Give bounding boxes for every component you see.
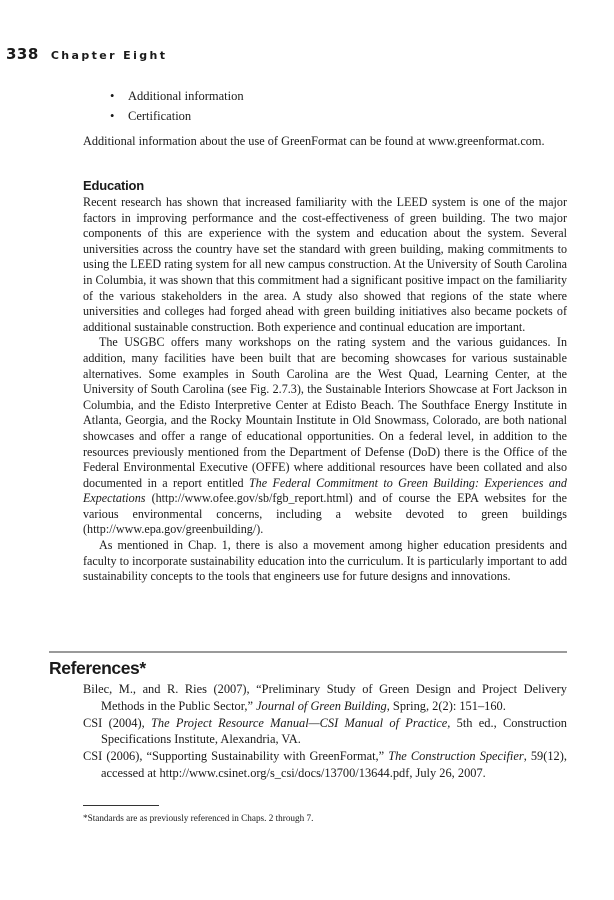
education-body <box>83 195 567 585</box>
footnote: *Standards are as previously referenced in Chaps. 2 through 7. <box>83 813 314 823</box>
reference-item: CSI (2006), “Supporting Sustainability with GreenFormat,” The Construction Specifier, 59(12), accessed at http://www.csinet.org/s_csi/docs/13700/13644.pdf, July 26, 2007. <box>83 749 567 780</box>
education-paragraph-3: As mentioned in Chap. 1, there is also a movement among higher education presidents and faculty to incorporate sustainability education into the curriculum. It is particularly important to add sustainability concepts to the tools that engineers use for future designs and innovations. <box>83 538 567 584</box>
references-heading: References* <box>49 658 146 678</box>
education-paragraph-1: Recent research has shown that increased familiarity with the LEED system is one of the major factors in improving performance and the cost-effectiveness of green building. The two major components of this are experience with the system and education about the system. Several universities across the country have set the standard with green building, making commitments to using the LEED rating system for all new campus construction. At the University of South Carolina in Columbia, it was shown that this commitment had a significant positive impact on the familiarity of the various stakeholders in the area. A study also showed that regions of the state where universities and colleges had forged ahead with green building initiatives also became pockets of additional sustainable construction. Both experience and continual education are important. <box>83 195 567 334</box>
page-number: 338 <box>6 45 39 63</box>
footnote-rule <box>83 805 159 806</box>
report-title: The Federal Commitment to Green Building: Experiences and Expectations <box>83 475 567 506</box>
running-head <box>6 44 167 63</box>
education-heading: Education <box>83 178 145 193</box>
chapter-label: Chapter Eight <box>50 49 168 62</box>
reference-item: CSI (2004), The Project Resource Manual—CSI Manual of Practice, 5th ed., Construction Specifications Institute, Alexandria, VA. <box>83 715 567 747</box>
references-list <box>83 681 567 782</box>
section-rule <box>49 651 567 653</box>
bullet-item: • Additional information <box>110 86 244 106</box>
bullet-list <box>110 86 244 126</box>
reference-item: Bilec, M., and R. Ries (2007), “Preliminary Study of Green Design and Project Delivery Methods in the Public Sector,” Journal of Green Building, Spring, 2(2): 151–160. <box>83 682 567 713</box>
education-paragraph-2: The USGBC offers many workshops on the rating system and the various guidances. In addition, many facilities have been built that are becoming showcases for various sustainable alternatives. Some examples in South Carolina are the West Quad, Learning Center, at the University of South Carolina (see Fig. 2.7.3), the Sustainable Interiors Showcase at Fort Jackson in Columbia, and the Edisto Interpretive Center at Edisto Beach. The Southface Energy Institute in Atlanta, Georgia, and the Rocky Mountain Institute in Old Snowmass, Colorado, are both national showcases and offer a range of educational opportunities. On a federal level, in addition to the resources previously mentioned from the Department of Defense (DoD) there is the Office of the Federal Environmental Executive (OFFE) where additional resources have been collated and also documented in a report entitled The Federal Commitment to Green Building: Experiences and Expectations (http://www.ofee.gov/sb/fgb_report.html) and of course the EPA websites for the various environmental concerns, including a website devoted to green buildings (http://www.epa.gov/greenbuilding/). <box>83 335 567 537</box>
greenformat-note: Additional information about the use of GreenFormat can be found at www.greenformat.com. <box>83 134 545 148</box>
bullet-item: • Certification <box>110 106 244 126</box>
